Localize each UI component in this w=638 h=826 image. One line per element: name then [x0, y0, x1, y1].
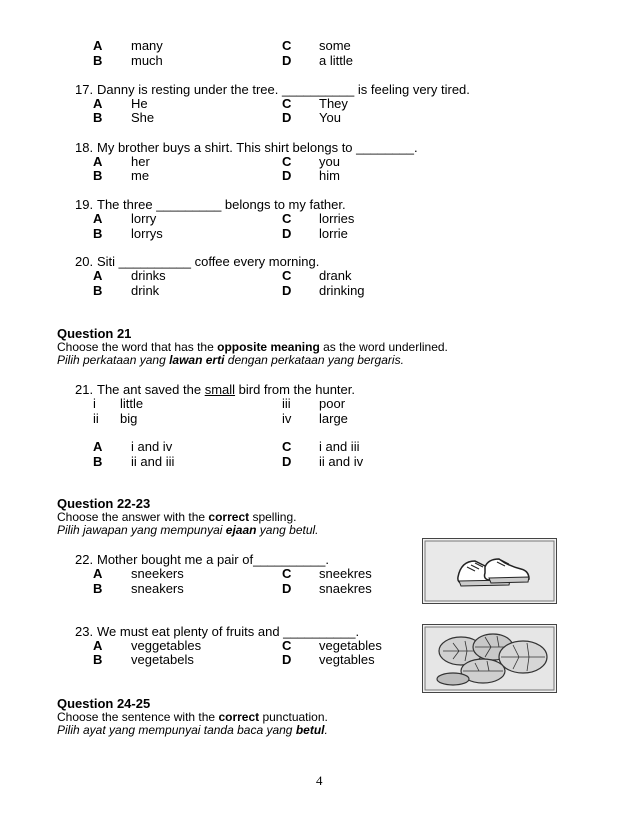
q18-option-b: me: [131, 168, 150, 183]
option-letter-d: D: [282, 168, 292, 183]
q20-option-c: drank: [319, 268, 352, 283]
option-letter-b: B: [93, 226, 103, 241]
option-letter-d: D: [282, 110, 292, 125]
section-heading: Question 21: [57, 326, 132, 341]
q16-option-a: many: [131, 38, 163, 53]
question-number: 18.: [75, 140, 94, 155]
q23-option-c: vegetables: [319, 638, 382, 653]
question-number: 20.: [75, 254, 94, 269]
option-letter-b: B: [93, 581, 103, 596]
vegetables-picture: [422, 624, 557, 693]
option-letter-b: B: [93, 110, 103, 125]
section-instruction: Choose the sentence with the correct punctuation.: [57, 710, 328, 724]
q21-option-a: i and iv: [131, 439, 173, 454]
section-heading: Question 24-25: [57, 696, 151, 711]
q19-option-b: lorrys: [131, 226, 163, 241]
q23-option-a: veggetables: [131, 638, 202, 653]
roman-label: ii: [93, 411, 99, 426]
q17-option-b: She: [131, 110, 155, 125]
question-number: 22.: [75, 552, 94, 567]
roman-label: iii: [282, 396, 291, 411]
q17-option-d: You: [319, 110, 341, 125]
vegetables-icon: [423, 625, 556, 692]
option-letter-d: D: [282, 53, 292, 68]
section-instruction: Choose the word that has the opposite meaning as the word underlined.: [57, 340, 448, 354]
q22-option-d: snaekres: [319, 581, 372, 596]
q21-option-d: ii and iv: [319, 454, 364, 469]
question-text: We must eat plenty of fruits and __________.: [97, 624, 360, 639]
question-text: My brother buys a shirt. This shirt belongs to ________.: [97, 140, 418, 155]
q18-option-d: him: [319, 168, 340, 183]
q22-option-a: sneekers: [131, 566, 184, 581]
option-letter-c: C: [282, 96, 292, 111]
section-instruction-malay: Pilih jawapan yang mempunyai ejaan yang betul.: [57, 523, 319, 537]
q18-option-a: her: [131, 154, 150, 169]
q19-option-c: lorries: [319, 211, 355, 226]
q19-option-a: lorry: [131, 211, 157, 226]
option-letter-b: B: [93, 53, 103, 68]
option-letter-c: C: [282, 268, 292, 283]
option-letter-a: A: [93, 268, 103, 283]
option-letter-a: A: [93, 96, 103, 111]
question-text: The ant saved the small bird from the hunter.: [97, 382, 355, 397]
q21-roman-iii: poor: [319, 396, 346, 411]
q21-option-b: ii and iii: [131, 454, 175, 469]
option-letter-c: C: [282, 638, 292, 653]
q21-roman-ii: big: [120, 411, 138, 426]
q18-option-c: you: [319, 154, 340, 169]
question-text: Danny is resting under the tree. __________ is feeling very tired.: [97, 82, 470, 97]
option-letter-b: B: [93, 454, 103, 469]
option-letter-a: A: [93, 439, 103, 454]
q21-option-c: i and iii: [319, 439, 360, 454]
q21-roman-iv: large: [319, 411, 348, 426]
question-text: Mother bought me a pair of__________.: [97, 552, 330, 567]
option-letter-b: B: [93, 652, 103, 667]
q17-option-a: He: [131, 96, 148, 111]
q23-option-d: vegtables: [319, 652, 375, 667]
page-number: 4: [316, 773, 323, 788]
sneakers-picture: [422, 538, 557, 604]
q22-option-b: sneakers: [131, 581, 184, 596]
option-letter-b: B: [93, 168, 103, 183]
option-letter-d: D: [282, 283, 292, 298]
question-number: 21.: [75, 382, 94, 397]
option-letter-b: B: [93, 283, 103, 298]
question-text: The three _________ belongs to my father.: [97, 197, 346, 212]
option-letter-a: A: [93, 154, 103, 169]
q20-option-a: drinks: [131, 268, 166, 283]
option-letter-d: D: [282, 581, 292, 596]
option-letter-d: D: [282, 226, 292, 241]
sneakers-icon: [423, 539, 556, 603]
option-letter-c: C: [282, 38, 292, 53]
q22-option-c: sneekres: [319, 566, 372, 581]
question-text: Siti __________ coffee every morning.: [97, 254, 320, 269]
question-number: 19.: [75, 197, 94, 212]
roman-label: iv: [282, 411, 292, 426]
q20-option-d: drinking: [319, 283, 365, 298]
option-letter-a: A: [93, 566, 103, 581]
q20-option-b: drink: [131, 283, 160, 298]
option-letter-d: D: [282, 454, 292, 469]
q16-option-c: some: [319, 38, 351, 53]
option-letter-c: C: [282, 154, 292, 169]
q16-option-b: much: [131, 53, 163, 68]
option-letter-d: D: [282, 652, 292, 667]
q23-option-b: vegetabels: [131, 652, 194, 667]
option-letter-a: A: [93, 38, 103, 53]
section-heading: Question 22-23: [57, 496, 151, 511]
option-letter-a: A: [93, 211, 103, 226]
section-instruction-malay: Pilih ayat yang mempunyai tanda baca yang betul.: [57, 723, 328, 737]
question-number: 17.: [75, 82, 94, 97]
section-instruction-malay: Pilih perkataan yang lawan erti dengan perkataan yang bergaris.: [57, 353, 404, 367]
question-number: 23.: [75, 624, 94, 639]
q17-option-c: They: [319, 96, 348, 111]
option-letter-c: C: [282, 566, 292, 581]
option-letter-a: A: [93, 638, 103, 653]
option-letter-c: C: [282, 211, 292, 226]
section-instruction: Choose the answer with the correct spelling.: [57, 510, 297, 524]
q19-option-d: lorrie: [319, 226, 348, 241]
q21-roman-i: little: [120, 396, 144, 411]
q16-option-d: a little: [319, 53, 353, 68]
roman-label: i: [93, 396, 96, 411]
option-letter-c: C: [282, 439, 292, 454]
